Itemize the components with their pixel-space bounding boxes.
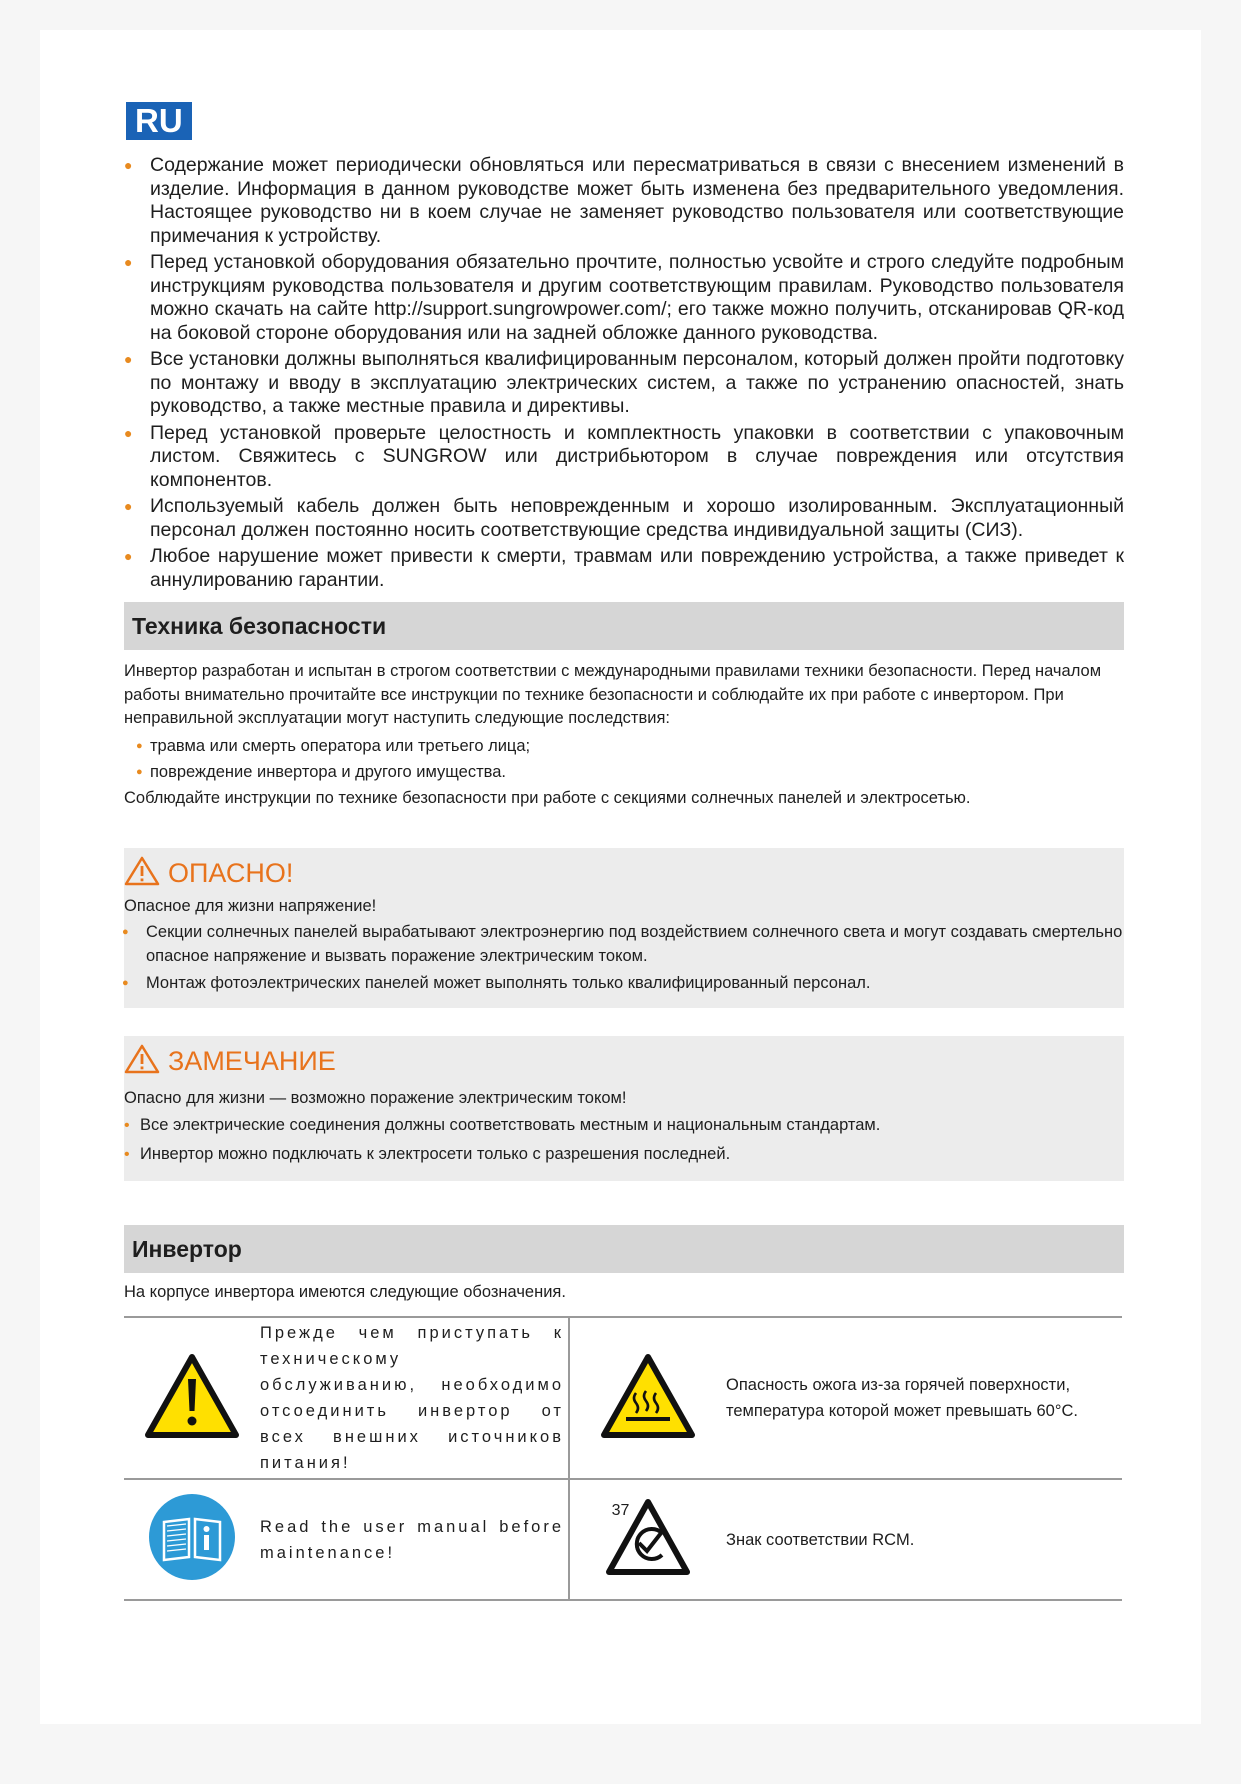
symbol-description: Read the user manual before maintenance! [260, 1517, 564, 1562]
notice-bullet-list [124, 1111, 1124, 1169]
notice-bullet: • Инвертор можно подключать к электросети только с разрешения последней. [124, 1140, 1124, 1169]
symbol-icon-cell [569, 1317, 726, 1479]
intro-bullet: ● Все установки должны выполняться квалифицированным персоналом, который должен пройти подготовку по монтажу и вводу в эксплуатацию электрических систем, а также по устранению опасностей, знать руководство, а также местные правила и директивы. [124, 348, 1124, 419]
intro-bullet: ● Любое нарушение может привести к смерти, травмам или повреждению устройства, а также приведет к аннулированию гарантии. [124, 545, 1124, 592]
symbol-description: Опасность ожога из-за горячей поверхности, температура которой может превышать 60°C. [726, 1376, 1078, 1420]
notice-warning-icon [124, 1044, 160, 1079]
symbol-text-cell [726, 1479, 1122, 1600]
danger-title-row [124, 856, 1124, 891]
danger-bullet: ● Секции солнечных панелей вырабатывают электроэнергию под воздействием солнечного света и могут создавать смертельно опасное напряжение и вызвать поражение электрическим током. [124, 921, 1124, 968]
notice-title-row [124, 1044, 1124, 1079]
hot-surface-icon [600, 1426, 696, 1443]
read-manual-icon [147, 1569, 237, 1586]
document-page [40, 30, 1201, 1724]
safety-bullet: ● травма или смерть оператора или третьего лица; [136, 733, 1124, 759]
symbol-text-cell [260, 1317, 569, 1479]
inverter-section-heading: Инвертор [124, 1225, 1124, 1273]
safety-section-heading: Техника безопасности [124, 602, 1124, 650]
safety-bullet: ● повреждение инвертора и другого имущества. [136, 759, 1124, 785]
symbols-row [124, 1317, 1122, 1479]
intro-bullet: ● Используемый кабель должен быть неповрежденным и хорошо изолированным. Эксплуатационный персонал должен постоянно носить соответствующие средства индивидуальной защиты (СИЗ). [124, 495, 1124, 542]
symbol-text-cell [260, 1479, 569, 1600]
intro-bullet: ● Перед установкой оборудования обязательно прочтите, полностью усвойте и строго следуйте подробным инструкциям руководства пользователя и другим соответствующим правилам. Руководство пользователя можно скачать на сайте http://support.sungrowpower.com/; его также можно получить, отсканировав QR-код на боковой стороне оборудования или на задней обложке данного руководства. [124, 251, 1124, 345]
safety-intro-text: Инвертор разработан и испытан в строгом соответствии с международными правилами техники безопасности. Перед началом работы внимательно прочитайте все инструкции по технике безопасности и соблюдайте их при работе с инвертором. При неправильной эксплуатации могут наступить следующие последствия: [124, 662, 1102, 727]
symbols-table [124, 1316, 1122, 1601]
symbol-description: Знак соответствии RCM. [726, 1530, 915, 1549]
danger-bullet-list [124, 921, 1124, 996]
notice-box [124, 1036, 1124, 1181]
safety-bullet-list [124, 733, 1124, 785]
symbol-icon-cell [124, 1317, 260, 1479]
notice-bullet: • Все электрические соединения должны соответствовать местным и национальным стандартам. [124, 1111, 1124, 1140]
warning-exclamation-icon [144, 1426, 240, 1443]
symbols-row [124, 1479, 1122, 1600]
notice-subtitle: Опасно для жизни — возможно поражение электрическим током! [124, 1088, 627, 1107]
safety-outro-text: Соблюдайте инструкции по технике безопасности при работе с секциями солнечных панелей и электросетью. [124, 788, 971, 807]
danger-box [124, 848, 1124, 1008]
inverter-intro-text: На корпусе инвертора имеются следующие обозначения. [124, 1282, 566, 1301]
symbol-icon-cell [569, 1479, 726, 1600]
rcm-mark-icon [605, 1563, 691, 1580]
page-content [124, 102, 1124, 1601]
danger-warning-icon [124, 856, 160, 891]
danger-subtitle: Опасное для жизни напряжение! [124, 897, 377, 915]
danger-bullet: ● Монтаж фотоэлектрических панелей может выполнять только квалифицированный персонал. [124, 972, 1124, 996]
intro-bullet: ● Содержание может периодически обновляться или пересматриваться в связи с внесением изменений в изделие. Информация в данном руководстве может быть изменена без предварительного уведомления. Настоящее руководство ни в коем случае не заменяет руководство пользователя или соответствующие примечания к устройству. [124, 154, 1124, 248]
intro-bullet: ● Перед установкой проверьте целостность и комплектность упаковки в соответствии с упаковочным листом. Свяжитесь с SUNGROW или дистрибьютором в случае повреждения или отсутствия компонентов. [124, 422, 1124, 493]
intro-bullet-list [124, 154, 1124, 592]
danger-title: ОПАСНО! [168, 858, 294, 888]
symbol-description: Прежде чем приступать к техническому обслуживанию, необходимо отсоединить инвертор от всех внешних источников питания! [260, 1324, 564, 1472]
language-badge: RU [126, 102, 192, 140]
notice-title: ЗАМЕЧАНИЕ [168, 1045, 336, 1076]
symbol-icon-cell [124, 1479, 260, 1600]
page-number: 37 [611, 1502, 630, 1519]
symbol-text-cell [726, 1317, 1122, 1479]
